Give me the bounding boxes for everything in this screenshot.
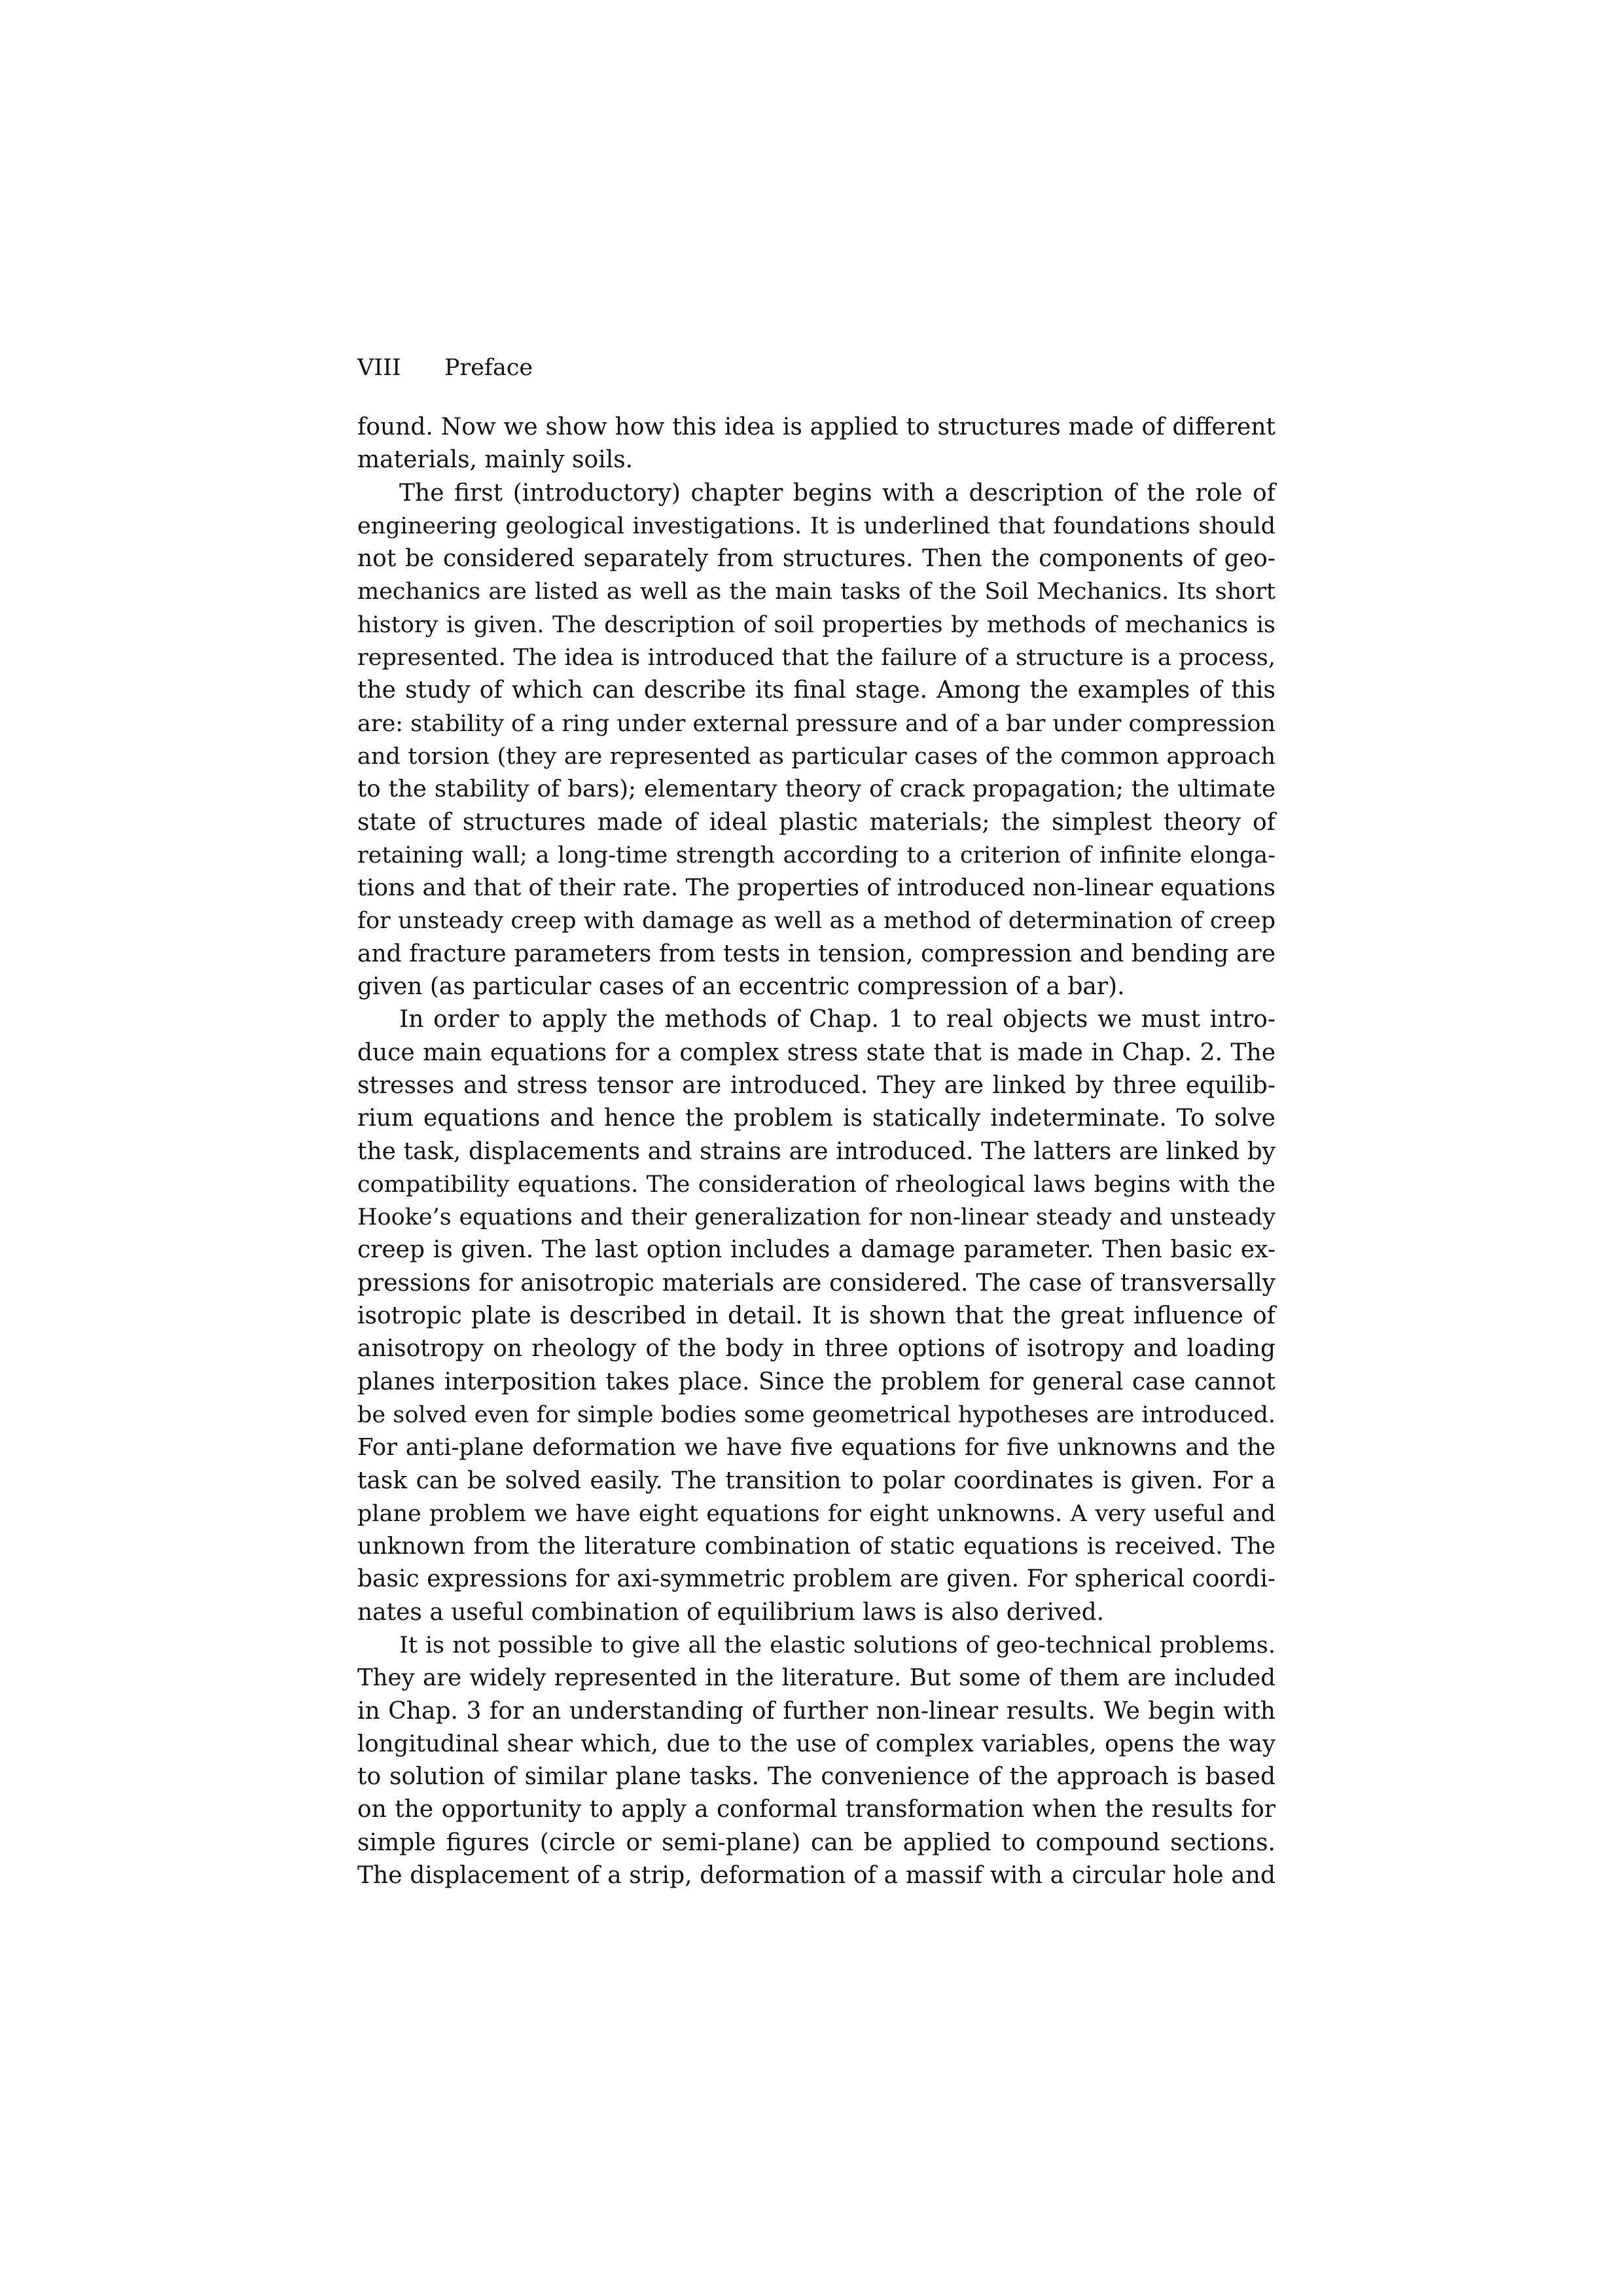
text-line: found. Now we show how this idea is applied to structures made of different [357, 414, 1275, 440]
text-line: For anti-plane deformation we have five equations for five unknowns and the [357, 1434, 1275, 1462]
text-line: longitudinal shear which, due to the use of complex variables, opens the way [357, 1730, 1275, 1757]
text-line: the task, displacements and strains are introduced. The latters are linked by [357, 1138, 1275, 1165]
text-line: are: stability of a ring under external pressure and of a bar under compression [357, 710, 1275, 737]
text-line: unknown from the literature combination of static equations is received. The [357, 1533, 1275, 1560]
text-line: It is not possible to give all the elastic solutions of geo-technical problems. [399, 1632, 1275, 1659]
text-line: represented. The idea is introduced that the failure of a structure is a process, [357, 645, 1275, 672]
text-line: to solution of similar plane tasks. The convenience of the approach is based [357, 1763, 1275, 1791]
text-line: and torsion (they are represented as particular cases of the common approach [357, 743, 1275, 770]
text-line: Hooke’s equations and their generalization for non-linear steady and unsteady [357, 1204, 1275, 1231]
text-line: stresses and stress tensor are introduced. They are linked by three equilib- [357, 1071, 1275, 1099]
text-line: The first (introductory) chapter begins with a description of the role of [399, 479, 1275, 507]
text-line: not be considered separately from structures. Then the components of geo- [357, 545, 1275, 573]
text-line: The displacement of a strip, deformation of a massif with a circular hole and [357, 1862, 1275, 1890]
text-line: engineering geological investigations. It is underlined that foundations should [357, 512, 1275, 539]
text-line: tions and that of their rate. The properties of introduced non-linear equations [357, 874, 1275, 902]
text-line: basic expressions for axi-symmetric problem are given. For spherical coordi- [357, 1566, 1275, 1593]
text-line: retaining wall; a long-time strength according to a criterion of infinite elonga- [357, 842, 1275, 869]
text-line: planes interposition takes place. Since the problem for general case cannot [357, 1368, 1275, 1395]
text-line: in Chap. 3 for an understanding of further non-linear results. We begin with [357, 1697, 1275, 1725]
text-line: simple figures (circle or semi-plane) can be applied to compound sections. [357, 1829, 1275, 1856]
body-text [357, 411, 1275, 1892]
text-line: isotropic plate is described in detail. It is shown that the great influence of [357, 1302, 1275, 1330]
text-line: compatibility equations. The consideration of rheological laws begins with the [357, 1171, 1275, 1198]
text-line: pressions for anisotropic materials are considered. The case of transversally [357, 1269, 1275, 1297]
text-line: creep is given. The last option includes a damage parameter. Then basic ex- [357, 1236, 1275, 1264]
running-header [357, 351, 533, 385]
text-line: the study of which can describe its final stage. Among the examples of this [357, 677, 1275, 704]
text-line: on the opportunity to apply a conformal transformation when the results for [357, 1796, 1275, 1823]
text-line: In order to apply the methods of Chap. 1 to real objects we must intro- [399, 1006, 1275, 1033]
text-line: state of structures made of ideal plastic materials; the simplest theory of [357, 808, 1275, 836]
text-line: given (as particular cases of an eccentric compression of a bar). [357, 973, 1125, 1001]
text-line: to the stability of bars); elementary theory of crack propagation; the ultimate [357, 776, 1275, 803]
text-line: be solved even for simple bodies some geometrical hypotheses are introduced. [357, 1401, 1275, 1428]
text-line: anisotropy on rheology of the body in three options of isotropy and loading [357, 1335, 1275, 1363]
text-line: materials, mainly soils. [357, 446, 633, 474]
text-line: duce main equations for a complex stress state that is made in Chap. 2. The [357, 1039, 1275, 1066]
text-line: task can be solved easily. The transition to polar coordinates is given. For a [357, 1467, 1275, 1494]
text-line: mechanics are listed as well as the main tasks of the Soil Mechanics. Its short [357, 579, 1275, 605]
text-line: They are widely represented in the literature. But some of them are included [357, 1664, 1275, 1692]
text-line: for unsteady creep with damage as well as a method of determination of creep [357, 908, 1275, 935]
text-line: and fracture parameters from tests in tension, compression and bending are [357, 940, 1275, 967]
text-line: history is given. The description of soil properties by methods of mechanics is [357, 611, 1275, 638]
paragraph [357, 1003, 1275, 1629]
page-number: VIII [357, 355, 401, 381]
paragraph [357, 1629, 1275, 1892]
paragraph [357, 477, 1275, 1004]
text-line: rium equations and hence the problem is statically indeterminate. To solve [357, 1105, 1275, 1132]
running-title: Preface [444, 355, 533, 381]
text-line: plane problem we have eight equations for eight unknowns. A very useful and [357, 1500, 1275, 1527]
text-line: nates a useful combination of equilibrium laws is also derived. [357, 1598, 1105, 1626]
paragraph [357, 411, 1275, 477]
